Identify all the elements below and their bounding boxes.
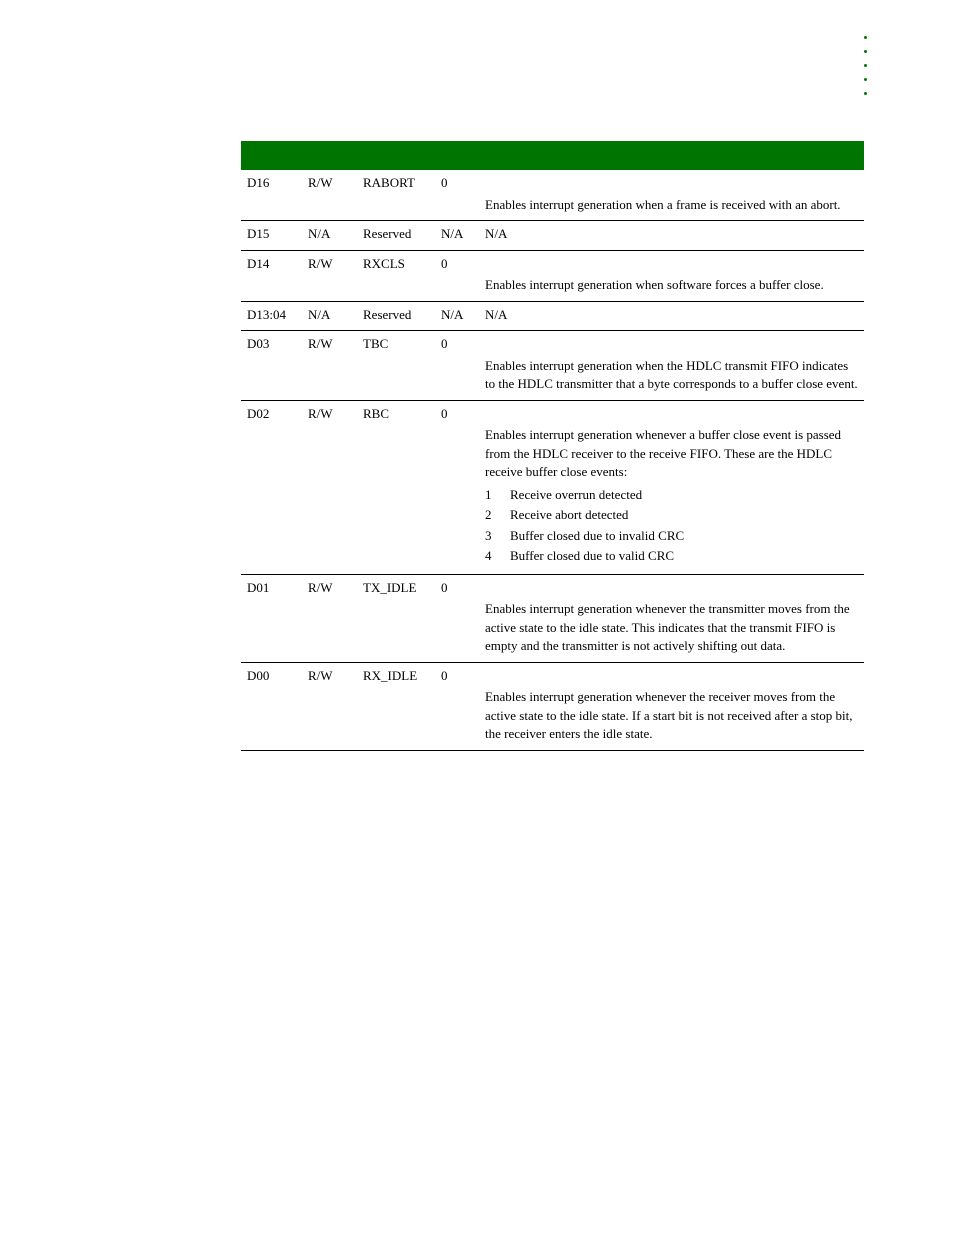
description-title bbox=[485, 405, 858, 424]
list-item-text: Receive abort detected bbox=[510, 507, 629, 522]
cell-reset: 0 bbox=[435, 662, 479, 750]
cell-bits: D15 bbox=[241, 221, 302, 251]
cell-access: N/A bbox=[302, 221, 357, 251]
cell-mnemonic: Reserved bbox=[357, 221, 435, 251]
cell-bits: D16 bbox=[241, 170, 302, 221]
description-text: Enables interrupt generation when the HDLC transmit FIFO indicates to the HDLC transmitter that a byte corresponds to a buffer close event. bbox=[485, 357, 858, 391]
cell-description bbox=[479, 221, 864, 251]
cell-bits: D13:04 bbox=[241, 301, 302, 331]
list-item-text: Buffer closed due to invalid CRC bbox=[510, 527, 685, 543]
description-text: Enables interrupt generation when software forces a buffer close. bbox=[485, 277, 824, 292]
cell-access: R/W bbox=[302, 170, 357, 221]
cell-bits: D01 bbox=[241, 574, 302, 662]
cell-mnemonic: RABORT bbox=[357, 170, 435, 221]
header-access bbox=[302, 141, 357, 170]
list-item bbox=[485, 527, 858, 546]
description-text: Enables interrupt generation whenever the transmitter moves from the active state to the idle state. This indicates that the transmit FIFO is empty and the transmitter is not actively shifting out data. bbox=[485, 601, 850, 653]
description-text: Enables interrupt generation whenever a buffer close event is passed from the HDLC receiver to the receive FIFO. These are the HDLC receive buffer close events: bbox=[485, 427, 842, 479]
register-bit-table bbox=[241, 141, 864, 751]
margin-dot bbox=[864, 78, 867, 81]
cell-access: R/W bbox=[302, 400, 357, 574]
cell-mnemonic: TX_IDLE bbox=[357, 574, 435, 662]
cell-access: R/W bbox=[302, 250, 357, 301]
buffer-close-event-list bbox=[485, 486, 858, 566]
list-item-number: 3 bbox=[485, 527, 492, 543]
description-title bbox=[485, 174, 858, 193]
table-header-row bbox=[241, 141, 864, 170]
cell-access: R/W bbox=[302, 662, 357, 750]
cell-reset: 0 bbox=[435, 574, 479, 662]
cell-mnemonic: RXCLS bbox=[357, 250, 435, 301]
list-item-number: 2 bbox=[485, 507, 492, 522]
list-item bbox=[485, 547, 858, 566]
description-title bbox=[485, 255, 858, 274]
list-item bbox=[485, 486, 858, 505]
description-title bbox=[485, 667, 858, 686]
cell-reset: 0 bbox=[435, 250, 479, 301]
cell-mnemonic: TBC bbox=[357, 331, 435, 401]
cell-access: N/A bbox=[302, 301, 357, 331]
cell-description bbox=[479, 301, 864, 331]
cell-bits: D00 bbox=[241, 662, 302, 750]
description-title bbox=[485, 335, 858, 354]
margin-dot bbox=[864, 50, 867, 53]
table-row bbox=[241, 662, 864, 750]
description-title: N/A bbox=[485, 226, 508, 241]
list-item bbox=[485, 506, 858, 525]
cell-access: R/W bbox=[302, 574, 357, 662]
margin-dot bbox=[864, 92, 867, 95]
cell-reset: 0 bbox=[435, 170, 479, 221]
description-title: N/A bbox=[485, 306, 508, 322]
header-reset bbox=[435, 141, 479, 170]
cell-reset: 0 bbox=[435, 331, 479, 401]
list-item-number: 1 bbox=[485, 486, 492, 502]
header-mnemonic bbox=[357, 141, 435, 170]
header-description bbox=[479, 141, 864, 170]
margin-dot bbox=[864, 64, 867, 67]
cell-bits: D02 bbox=[241, 400, 302, 574]
cell-description bbox=[479, 400, 864, 574]
table-row bbox=[241, 301, 864, 331]
cell-description bbox=[479, 170, 864, 221]
cell-bits: D03 bbox=[241, 331, 302, 401]
list-item-text: Receive overrun detected bbox=[510, 486, 643, 502]
cell-mnemonic: Reserved bbox=[357, 301, 435, 331]
cell-description bbox=[479, 250, 864, 301]
list-item-text: Buffer closed due to valid CRC bbox=[510, 548, 675, 563]
cell-description bbox=[479, 331, 864, 401]
table-row bbox=[241, 170, 864, 221]
cell-description bbox=[479, 574, 864, 662]
table-row bbox=[241, 250, 864, 301]
list-item-number: 4 bbox=[485, 548, 492, 563]
header-bits bbox=[241, 141, 302, 170]
cell-reset: 0 bbox=[435, 400, 479, 574]
table-row bbox=[241, 221, 864, 251]
table-row bbox=[241, 400, 864, 574]
cell-bits: D14 bbox=[241, 250, 302, 301]
cell-description bbox=[479, 662, 864, 750]
cell-access: R/W bbox=[302, 331, 357, 401]
cell-reset: N/A bbox=[435, 301, 479, 331]
description-text: Enables interrupt generation when a frame is received with an abort. bbox=[485, 196, 841, 212]
margin-dot bbox=[864, 36, 867, 39]
table-row bbox=[241, 331, 864, 401]
cell-reset: N/A bbox=[435, 221, 479, 251]
description-text: Enables interrupt generation whenever the receiver moves from the active state to the idle state. If a start bit is not received after a stop bit, the receiver enters the idle state. bbox=[485, 689, 853, 741]
cell-mnemonic: RBC bbox=[357, 400, 435, 574]
cell-mnemonic: RX_IDLE bbox=[357, 662, 435, 750]
description-title bbox=[485, 579, 858, 598]
margin-dot-markers bbox=[864, 36, 870, 106]
table-row bbox=[241, 574, 864, 662]
